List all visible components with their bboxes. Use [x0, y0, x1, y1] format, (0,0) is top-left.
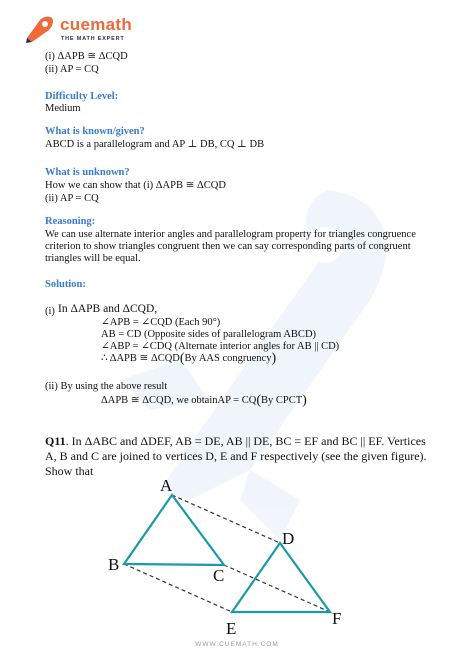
part-label: (i) [45, 306, 55, 317]
part-ii-result: ΔAPB ≅ ΔCQD, we obtainAP = CQ(By CPCT) [101, 393, 307, 408]
solution-intro: In ΔAPB and ΔCQD, [58, 303, 158, 315]
solution-step: AB = CD (Opposite sides of parallelogram ABCD) [101, 329, 317, 340]
solution-step: ∠ABP = ∠CDQ (Alternate interior angles for AB || CD) [101, 341, 340, 352]
part-ii-intro: (ii) By using the above result [45, 381, 168, 392]
reasoning-heading: Reasoning: [45, 216, 96, 227]
footer-url: WWW.CUEMATH.COM [195, 641, 279, 648]
triangle-def [232, 543, 330, 612]
solution-step: ∠APB = ∠CQD (Each 90°) [101, 317, 221, 328]
unknown-heading: What is unknown? [45, 167, 130, 178]
question-text: . In ΔABC and ΔDEF, AB = DE, AB || DE, BC = EF and BC || EF. Vertices A, B and C are joined to vertices D, E and F respectively (see the given figure). Show that [45, 434, 427, 478]
dashed-line-ad [172, 495, 280, 543]
conclusion-reason: By AAS congruency [184, 353, 272, 364]
text-line: (ii) AP = CQ [45, 64, 99, 75]
vertex-label-b: B [108, 555, 120, 574]
reasoning-text: We can use alternate interior angles and parallelogram property for triangles congruence criterion to show triangles congruent then we can say corresponding parts of congruent triangles will be equal. [45, 229, 416, 264]
unknown-line: How we can show that (i) ΔAPB ≅ ΔCQD [45, 180, 226, 191]
vertex-label-c: C [213, 566, 225, 585]
solution-conclusion: ∴ ΔAPB ≅ ΔCQD(By AAS congruency) [101, 351, 277, 366]
vertex-label-d: D [282, 529, 295, 548]
difficulty-heading: Difficulty Level: [45, 91, 119, 102]
difficulty-value: Medium [45, 103, 81, 114]
text-line: (i) ΔAPB ≅ ΔCQD [45, 51, 128, 62]
brand-tagline: THE MATH EXPERT [61, 36, 125, 42]
unknown-line: (ii) AP = CQ [45, 193, 99, 204]
conclusion-text: ∴ ΔAPB ≅ ΔCQD [101, 353, 180, 364]
known-heading: What is known/given? [45, 126, 145, 137]
solution-heading: Solution: [45, 279, 86, 290]
known-value: ABCD is a parallelogram and AP ⊥ DB, CQ ⊥ DB [45, 139, 265, 150]
vertex-label-e: E [226, 619, 237, 638]
vertex-label-f: F [332, 609, 342, 628]
result-reason: By CPCT [260, 395, 303, 406]
result-text: ΔAPB ≅ ΔCQD, we obtainAP = CQ [101, 395, 257, 406]
triangle-abc [124, 495, 224, 565]
vertex-label-a: A [160, 476, 173, 495]
question-number: Q11 [45, 434, 66, 448]
brand-name: cuemath [60, 15, 133, 34]
connecting-lines [124, 495, 330, 612]
